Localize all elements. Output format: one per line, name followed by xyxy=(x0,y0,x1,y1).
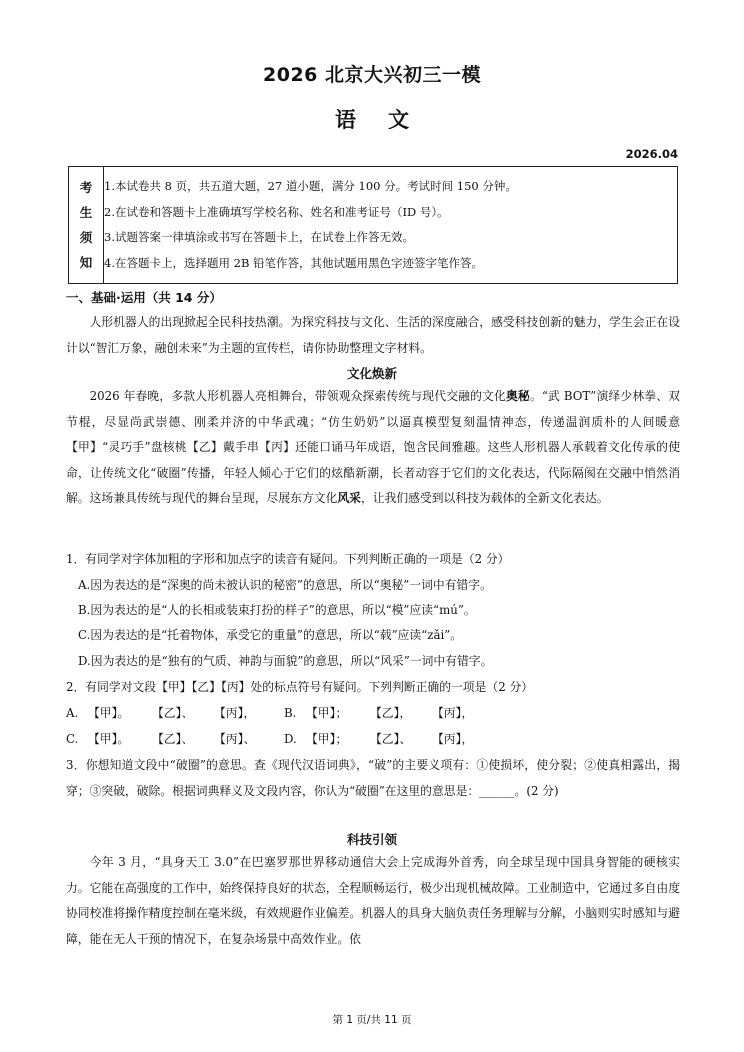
notice-head-char: 考 xyxy=(79,180,93,195)
notice-item: 3.试题答案一律填涂或书写在答题卡上，在试卷上作答无效。 xyxy=(104,230,414,244)
page-title: 2026 北京大兴初三一模 xyxy=(263,64,481,86)
option-a: A.因为表达的是“深奥的尚未被认识的秘密”的意思，所以“奥秘”一词中有错字。 xyxy=(78,578,492,592)
exam-date: 2026.04 xyxy=(625,147,678,161)
subject-title: 语文 xyxy=(335,108,441,132)
bold-word: 风采 xyxy=(337,491,361,505)
question-3: 3．你想知道文段中“破圈”的意思。查《现代汉语词典》，“破”的主要义项有：①使损坏，使分裂；②使真相露出，揭穿；③突破，破除。根据词典释义及文段内容，你认为“破圈”在这里的意思是：______。(2 分) xyxy=(66,758,680,798)
notice-item: 1.本试卷共 8 页，共五道大题，27 道小题，满分 100 分。考试时间 150 分钟。 xyxy=(104,179,517,193)
question-stem: 2．有同学对文段【甲】【乙】【丙】处的标点符号有疑问。下列判断正确的一项是（2 分） xyxy=(66,680,534,694)
option-b: B. 【甲】； 【乙】， 【丙】， xyxy=(284,706,474,720)
notice-heading xyxy=(69,167,104,284)
notice-table xyxy=(68,166,678,284)
notice-head-char: 知 xyxy=(79,255,93,270)
option-d: D. 【甲】； 【乙】、 【丙】， xyxy=(284,732,474,746)
option-d: D.因为表达的是“独有的气质、神韵与面貌”的意思，所以“风采”一词中有错字。 xyxy=(78,654,493,668)
passage-paragraph: 今年 3 月，“具身天工 3.0”在巴塞罗那世界移动通信大会上完成海外首秀，向全球呈现中国具身智能的硬核实力。它能在高强度的工作中，始终保持良好的状态，全程顺畅运行，极少出现机械故障。工业制造中，它通过多自由度协同校准将操作精度控制在毫米级，有效规避作业偏差。机器人的具身大脑负责任务理解与分解，小脑则实时感知与避障，能在无人干预的情况下，在复杂场景中高效作业。依 xyxy=(66,855,680,946)
notice-item: 4.在答题卡上，选择题用 2B 铅笔作答，其他试题用黑色字迹签字笔作答。 xyxy=(104,255,484,270)
passage-heading: 文化焕新 xyxy=(346,366,397,381)
option-a: A. 【甲】。 【乙】、 【丙】， xyxy=(66,706,256,720)
notice-head-char: 生 xyxy=(79,205,93,220)
passage-text: ，让我们感受到以科技为载体的全新文化表达。 xyxy=(360,491,609,505)
option-c: C.因为表达的是“托着物体，承受它的重量”的意思，所以“载”应读“zǎi”。 xyxy=(78,628,463,642)
option-b: B.因为表达的是“人的长相或装束打扮的样子”的意思，所以“模”应读“mú”。 xyxy=(78,603,476,617)
passage-heading: 科技引领 xyxy=(346,832,397,847)
section-heading: 一、基础·运用（共 14 分） xyxy=(66,290,222,305)
page-number: 第 1 页/共 11 页 xyxy=(332,1014,412,1026)
notice-item: 2.在试卷和答题卡上准确填写学校名称、姓名和准考证号（ID 号）。 xyxy=(104,204,449,219)
bold-word: 奥秘 xyxy=(505,389,530,403)
question-stem: 1．有同学对字体加粗的字形和加点字的读音有疑问。下列判断正确的一项是（2 分） xyxy=(66,552,510,566)
passage-text: 。“武 BOT”演绎少林拳、双节棍，尽显尚武崇德、刚柔并济的中华武魂；“仿生奶奶”以逼真模型复刻温情神态，传递温润质朴的人间暖意【甲】“灵巧手”盘核桃【乙】戴手串【丙】还能口诵马年成语，饱含民间雅趣。这些人形机器人承载着文化传承的使命，让传统文化“破圈”传播，年轻人倾心于它们的炫酷新潮，长者动容于它们的文化表达，代际隔阂在交融中悄然消解。这场兼具传统与现代的舞台呈现，尽展东方文化 xyxy=(66,389,680,505)
notice-head-char: 须 xyxy=(79,230,93,245)
passage-text: 2026 年春晚，多款人形机器人亮相舞台，带领观众探索传统与现代交融的文化 xyxy=(89,389,506,403)
option-c: C. 【甲】。 【乙】、 【丙】、 xyxy=(66,732,256,746)
notice-items xyxy=(104,167,678,284)
section-intro: 人形机器人的出现掀起全民科技热潮。为探究科技与文化、生活的深度融合，感受科技创新的魅力，学生会正在设计以“智汇万象，融创未来”为主题的宣传栏，请你协助整理文字材料。 xyxy=(66,315,680,355)
passage-paragraph xyxy=(66,384,680,512)
